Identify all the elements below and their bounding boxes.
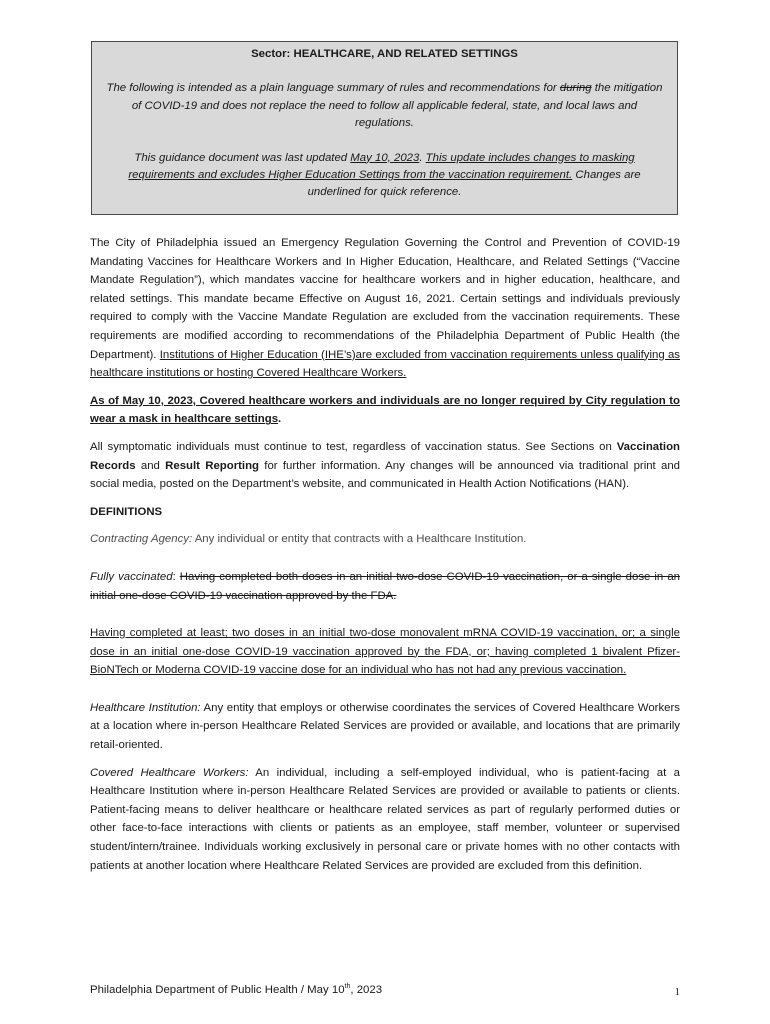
update-date: May 10, 2023 bbox=[350, 151, 420, 164]
mask-notice: As of May 10, 2023, Covered healthcare workers and individuals are no longer required by City regulation to wear a mask in healthcare settings. bbox=[90, 394, 680, 426]
summary-box bbox=[91, 41, 678, 215]
sector-title: Sector: HEALTHCARE, AND RELATED SETTINGS bbox=[251, 48, 518, 60]
def-fully-vaccinated-old: Fully vaccinated: Having completed both doses in an initial two-dose COVID-19 vaccination, or a single dose in an initial one-dose COVID-19 vaccination approved by the FDA. bbox=[90, 570, 680, 602]
result-reporting-ref: Result Reporting bbox=[165, 459, 260, 472]
def-healthcare-institution: Healthcare Institution: Any entity that employs or otherwise coordinates the services of Covered Healthcare Workers at a location where in-person Healthcare Related Services are provided or available, and locations that are primarily retail-oriented. bbox=[90, 701, 680, 752]
definitions-heading: DEFINITIONS bbox=[90, 505, 163, 518]
summary-text: The following is intended as a plain language summary of rules and recommendations for during the mitigation of COVID-19 and does not replace the need to follow all applicable federal, state, and local laws and regulations. bbox=[106, 82, 663, 130]
def-covered-healthcare-workers: Covered Healthcare Workers: An individual, including a self-employed individual, who is patient-facing at a Healthcare Institution where in-person Healthcare Related Services are provided or available to patients or clients. Patient-facing means to deliver healthcare or healthcare related services as part of regularly performed duties or other face-to-face interactions with clients or patients as an employee, staff member, volunteer or supervised student/intern/trainee. Individuals working exclusively in personal care or private homes with no other contacts with patients at another location where Healthcare Related Services are provided are excluded from this definition. bbox=[90, 766, 681, 872]
def-fully-vaccinated-new: Having completed at least; two doses in an initial two-dose monovalent mRNA COVID-19 vaccination, or; a single dose in an initial one-dose COVID-19 vaccination approved by the FDA, or; having completed 1 bivalent Pfizer-BioNTech or Moderna COVID-19 vaccine dose for an individual who has not had any previous vaccination. bbox=[90, 627, 680, 677]
ihe-exclusion: Institutions of Higher Education (IHE’s)are excluded from vaccination requirements unless qualifying as healthcare institutions or hosting Covered Healthcare Workers. bbox=[90, 348, 680, 380]
page-footer: Philadelphia Department of Public Health / May 10th, 2023 bbox=[90, 983, 383, 996]
update-changes: This update includes changes to masking requirements and excludes Higher Education Settings from the vaccination requirement. bbox=[128, 151, 635, 182]
symptomatic-paragraph: All symptomatic individuals must continue to test, regardless of vaccination status. See Sections on Vaccination Records and Result Reporting for further information. Any changes will be announced via traditional print and social media, posted on the Department’s website, and communicated in Health Action Notifications (HAN). bbox=[90, 440, 680, 491]
update-text: This guidance document was last updated May 10, 2023. This update includes changes to masking requirements and excludes Higher Education Settings from the vaccination requirement. Changes are underlined for quick reference. bbox=[128, 151, 641, 199]
page-number: 1 bbox=[674, 986, 680, 998]
vaccination-records-ref: Vaccination Records bbox=[90, 440, 680, 472]
struck-word: during bbox=[559, 82, 592, 95]
def-contracting-agency: Contracting Agency: Any individual or entity that contracts with a Healthcare Institution. bbox=[90, 533, 527, 546]
intro-paragraph: The City of Philadelphia issued an Emergency Regulation Governing the Control and Prevention of COVID-19 Mandating Vaccines for Healthcare Workers and In Higher Education, Healthcare, and Related Settings (“Vaccine Mandate Regulation”), which mandates vaccine for healthcare workers and in higher education, healthcare, and related settings. This mandate became Effective on August 16, 2021. Certain settings and individuals previously required to comply with the Vaccine Mandate Regulation are excluded from the vaccination requirements. These requirements are modified according to recommendations of the Philadelphia Department of Public Health (the Department). Institutions of Higher Education (IHE’s)are excluded from vaccination requirements unless qualifying as healthcare institutions or hosting Covered Healthcare Workers. bbox=[90, 237, 680, 380]
document-body bbox=[90, 234, 680, 884]
